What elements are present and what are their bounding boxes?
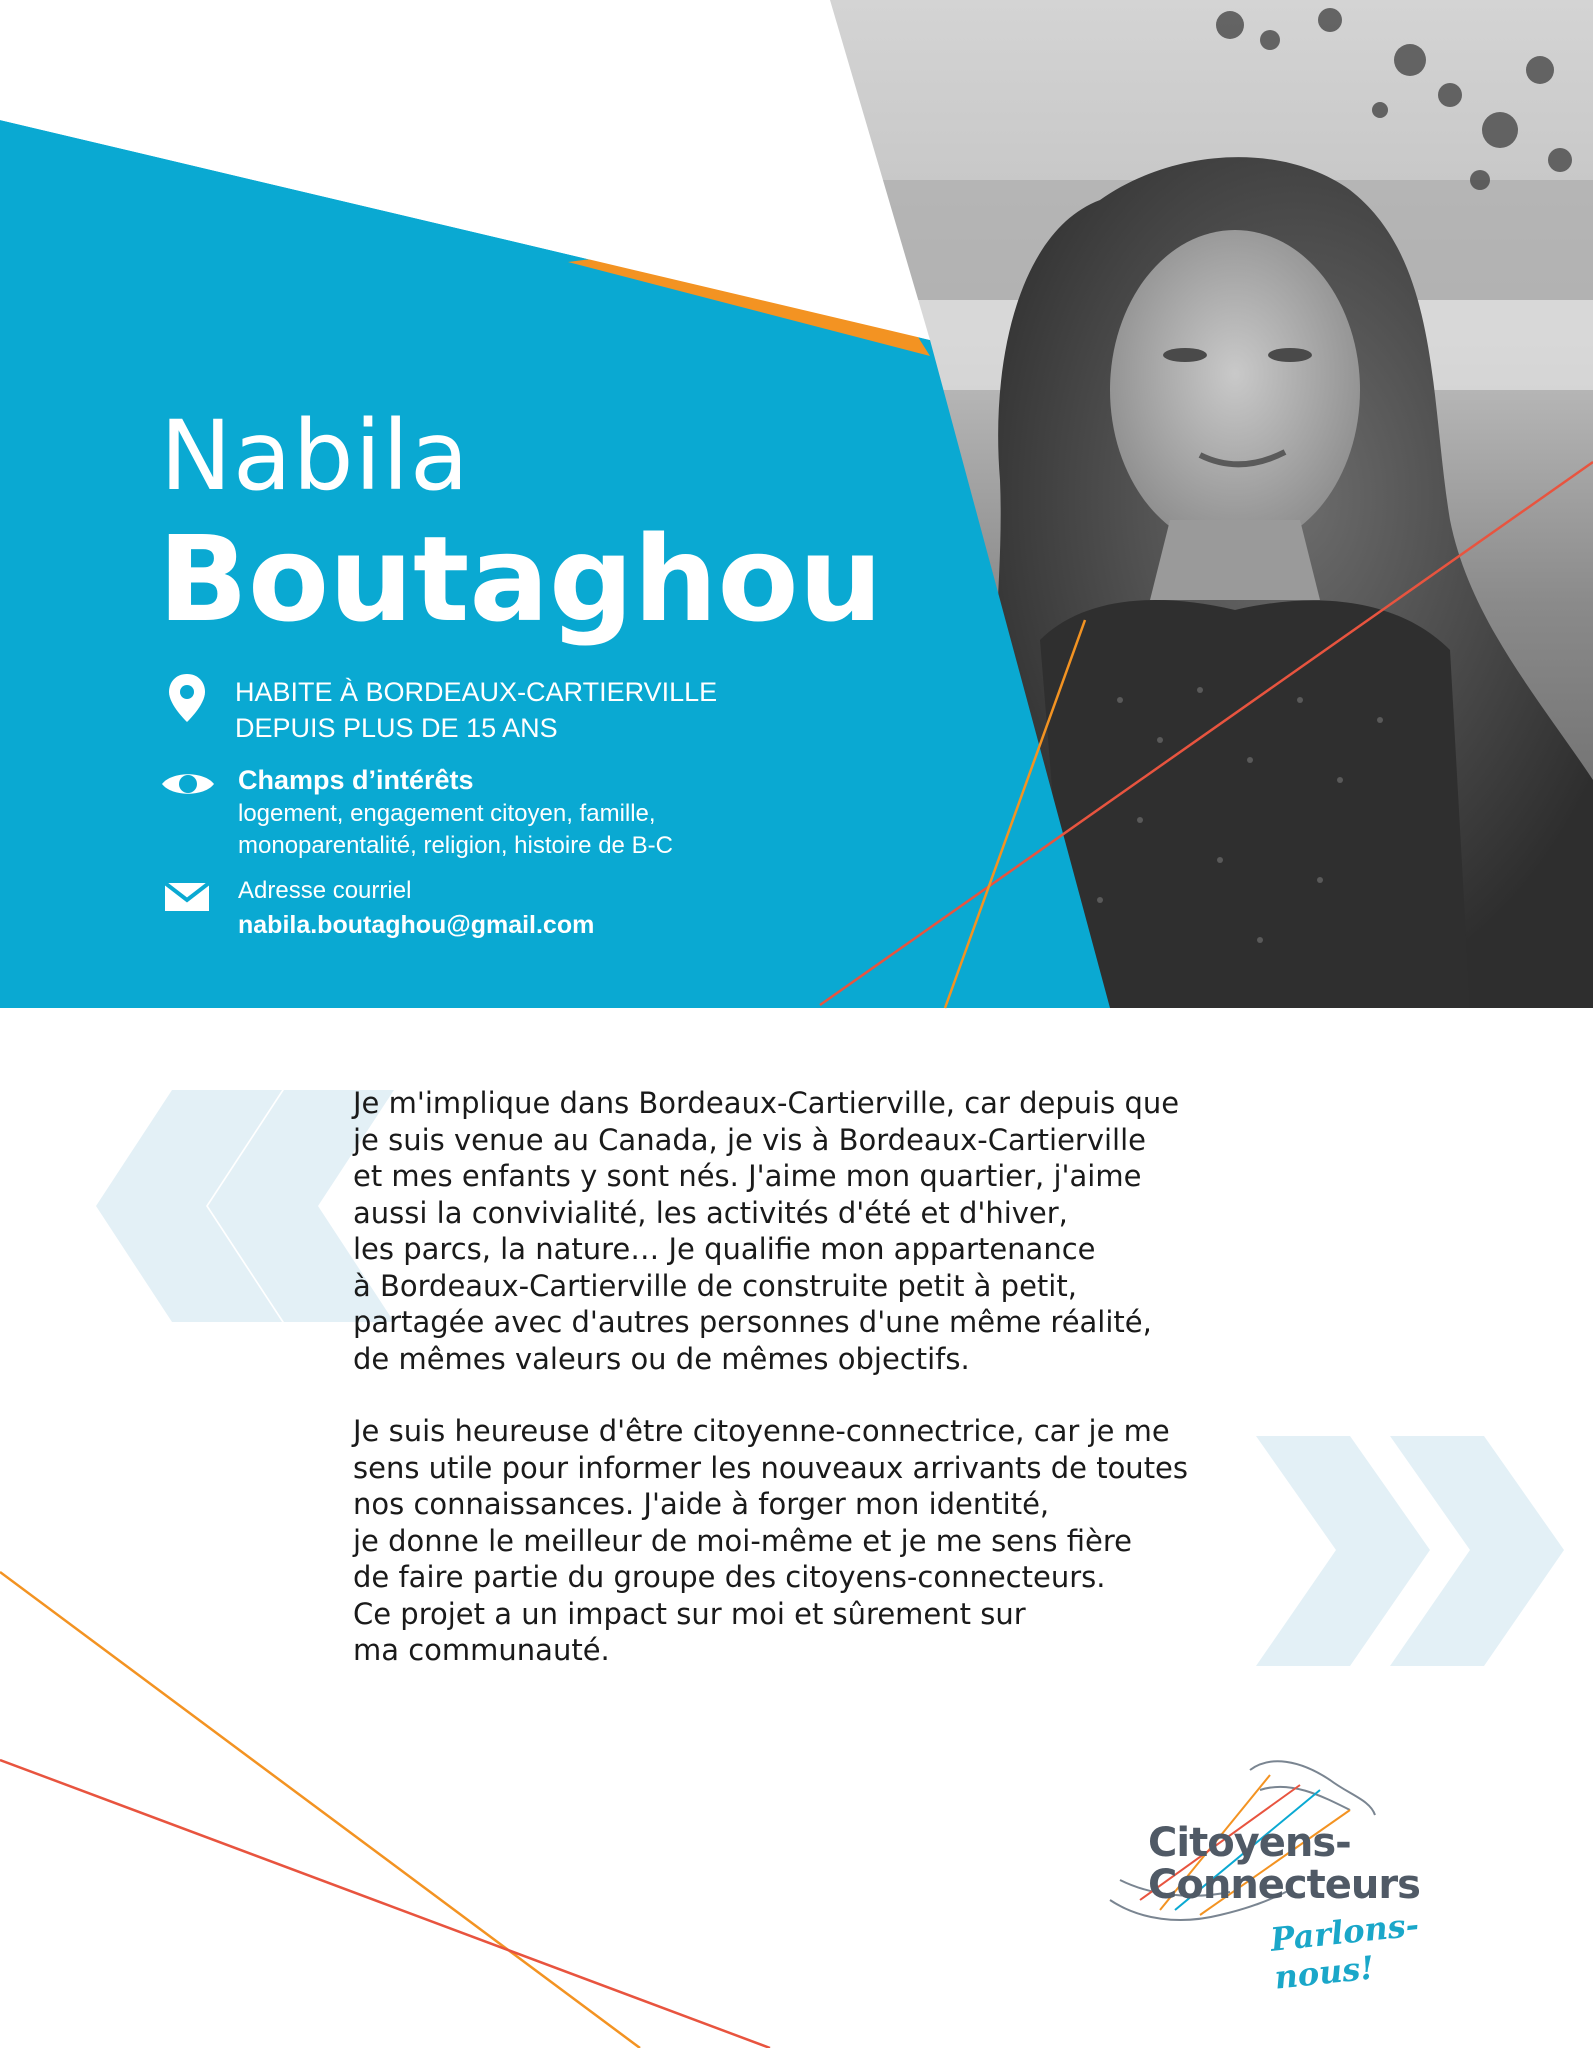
location-line-1: HABITE À BORDEAUX-CARTIERVILLE (235, 677, 718, 707)
citoyens-connecteurs-logo (1100, 1750, 1480, 1997)
bio-paragraph-2: Je suis heureuse d'être citoyenne-connectrice, car je me sens utile pour informer les nouveaux arrivants de toutes nos connaissances. J'aide à forger mon identité, je donne le meilleur de moi-même et je me sens fière de faire partie du groupe des citoyens-connecteurs. Ce projet a un impact sur moi et sûrement sur ma communauté. (353, 1414, 1189, 1667)
first-name: Nabila (160, 400, 470, 512)
chevron-right-decoration (1256, 1436, 1564, 1666)
last-name: Boutaghou (158, 510, 883, 648)
envelope-icon (164, 882, 210, 912)
logo-line-2: Connecteurs (1148, 1862, 1420, 1908)
interests-line-2: monoparentalité, religion, histoire de B-C (238, 832, 673, 859)
location-line-2: DEPUIS PLUS DE 15 ANS (235, 713, 558, 743)
eye-icon (160, 768, 216, 800)
map-pin-icon (166, 672, 208, 724)
bio-paragraph-1: Je m'implique dans Bordeaux-Cartierville, car depuis que je suis venue au Canada, je vis à Bordeaux-Cartierville et mes enfants y sont nés. J'aime mon quartier, j'aime aussi la convivialité, les activités d'été et d'hiver, les parcs, la nature… Je qualifie mon appartenance à Bordeaux-Cartierville de construite petit à petit, partagée avec d'autres personnes d'une même réalité, de mêmes valeurs ou de mêmes objectifs. (353, 1086, 1180, 1376)
interests-line-1: logement, engagement citoyen, famille, (238, 800, 656, 827)
logo-slogan: Parlons-nous! (1268, 1905, 1421, 1997)
interests-title: Champs d’intérêts (238, 765, 474, 795)
bio-section (353, 1085, 1233, 1705)
logo-line-1: Citoyens- (1148, 1820, 1351, 1866)
email-label: Adresse courriel (238, 877, 412, 904)
chevron-left-decoration (96, 1090, 394, 1322)
email-address[interactable]: nabila.boutaghou@gmail.com (238, 911, 595, 939)
